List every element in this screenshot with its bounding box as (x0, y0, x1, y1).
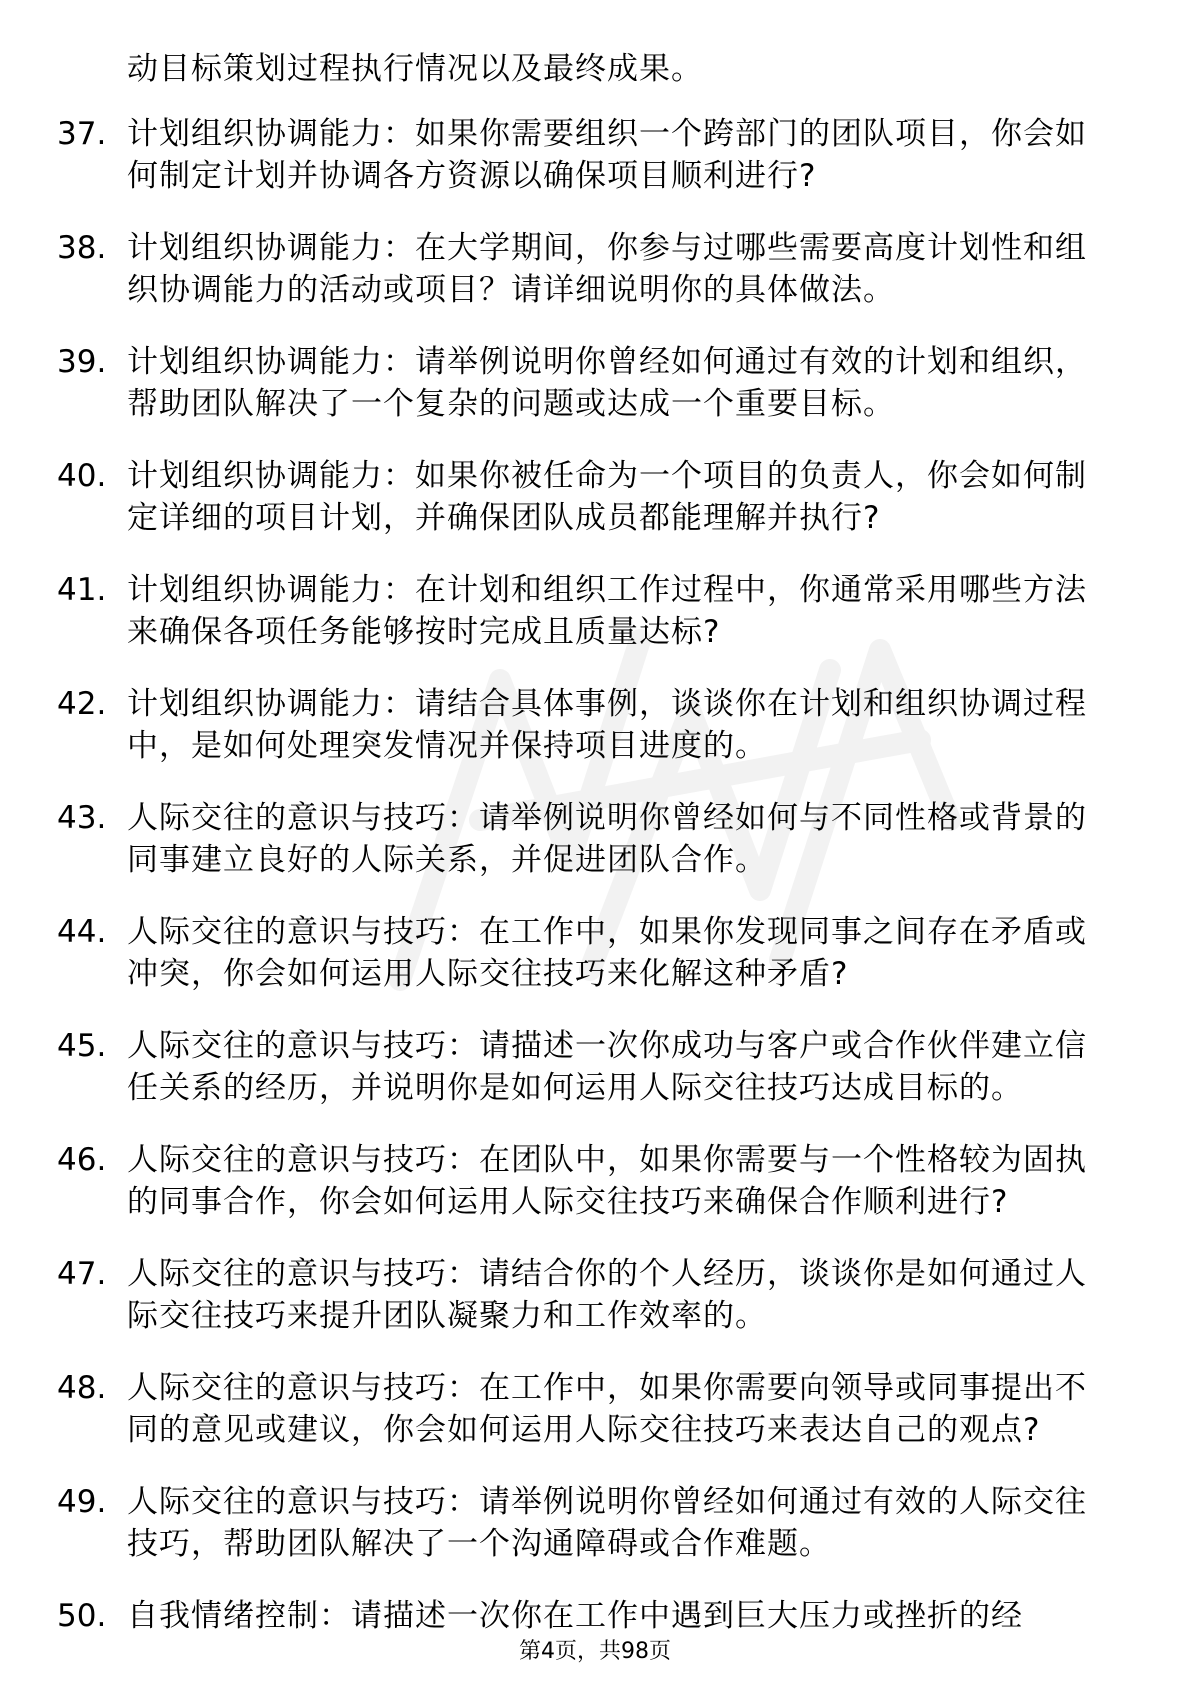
list-item (0, 227, 1107, 311)
list-item (0, 455, 1107, 539)
item-text: 人际交往的意识与技巧：在团队中，如果你需要与一个性格较为固执的同事合作，你会如何运用人际交往技巧来确保合作顺利进行? (127, 1142, 1087, 1220)
item-number: 48. (57, 1370, 107, 1406)
item-text: 人际交往的意识与技巧：请举例说明你曾经如何通过有效的人际交往技巧，帮助团队解决了一个沟通障碍或合作难题。 (127, 1484, 1087, 1562)
list-item (0, 911, 1107, 995)
list-item (0, 113, 1107, 197)
list-item (0, 1595, 1107, 1637)
item-text: 人际交往的意识与技巧：请结合你的个人经历，谈谈你是如何通过人际交往技巧来提升团队凝聚力和工作效率的。 (127, 1256, 1087, 1334)
list-item (0, 797, 1107, 881)
item-number: 40. (57, 458, 107, 494)
item-text: 人际交往的意识与技巧：在工作中，如果你发现同事之间存在矛盾或冲突，你会如何运用人际交往技巧来化解这种矛盾? (127, 914, 1087, 992)
item-text: 计划组织协调能力：如果你需要组织一个跨部门的团队项目，你会如何制定计划并协调各方资源以确保项目顺利进行? (127, 116, 1087, 194)
list-item (0, 1481, 1107, 1565)
list-item (0, 1025, 1107, 1109)
item-number: 44. (57, 914, 107, 950)
list-item (0, 341, 1107, 425)
item-number: 47. (57, 1256, 107, 1292)
item-text: 计划组织协调能力：请举例说明你曾经如何通过有效的计划和组织，帮助团队解决了一个复杂的问题或达成一个重要目标。 (127, 344, 1087, 422)
item-text: 计划组织协调能力：如果你被任命为一个项目的负责人，你会如何制定详细的项目计划，并确保团队成员都能理解并执行? (127, 458, 1087, 536)
item-number: 42. (57, 686, 107, 722)
item-number: 43. (57, 800, 107, 836)
item-number: 41. (57, 572, 107, 608)
item-number: 49. (57, 1484, 107, 1520)
continuation-text: 动目标策划过程执行情况以及最终成果。 (127, 51, 703, 87)
item-text: 人际交往的意识与技巧：请举例说明你曾经如何与不同性格或背景的同事建立良好的人际关系，并促进团队合作。 (127, 800, 1087, 878)
list-item (0, 569, 1107, 653)
item-number: 37. (57, 116, 107, 152)
item-text: 人际交往的意识与技巧：请描述一次你成功与客户或合作伙伴建立信任关系的经历，并说明你是如何运用人际交往技巧达成目标的。 (127, 1028, 1087, 1106)
list-item (0, 1367, 1107, 1451)
item-text: 计划组织协调能力：请结合具体事例，谈谈你在计划和组织协调过程中，是如何处理突发情况并保持项目进度的。 (127, 686, 1087, 764)
item-number: 46. (57, 1142, 107, 1178)
item-text: 自我情绪控制：请描述一次你在工作中遇到巨大压力或挫折的经 (127, 1598, 1023, 1634)
item-text: 计划组织协调能力：在大学期间，你参与过哪些需要高度计划性和组织协调能力的活动或项目？请详细说明你的具体做法。 (127, 230, 1087, 308)
page-number-footer: 第4页，共98页 (519, 1639, 671, 1664)
item-text: 人际交往的意识与技巧：在工作中，如果你需要向领导或同事提出不同的意见或建议，你会如何运用人际交往技巧来表达自己的观点? (127, 1370, 1087, 1448)
item-number: 50. (57, 1598, 107, 1634)
list-item (0, 683, 1107, 767)
item-number: 39. (57, 344, 107, 380)
item-text: 计划组织协调能力：在计划和组织工作过程中，你通常采用哪些方法来确保各项任务能够按时完成且质量达标? (127, 572, 1087, 650)
item-number: 45. (57, 1028, 107, 1064)
question-list (0, 113, 1190, 1667)
list-item (0, 1253, 1107, 1337)
item-number: 38. (57, 230, 107, 266)
list-item (0, 1139, 1107, 1223)
